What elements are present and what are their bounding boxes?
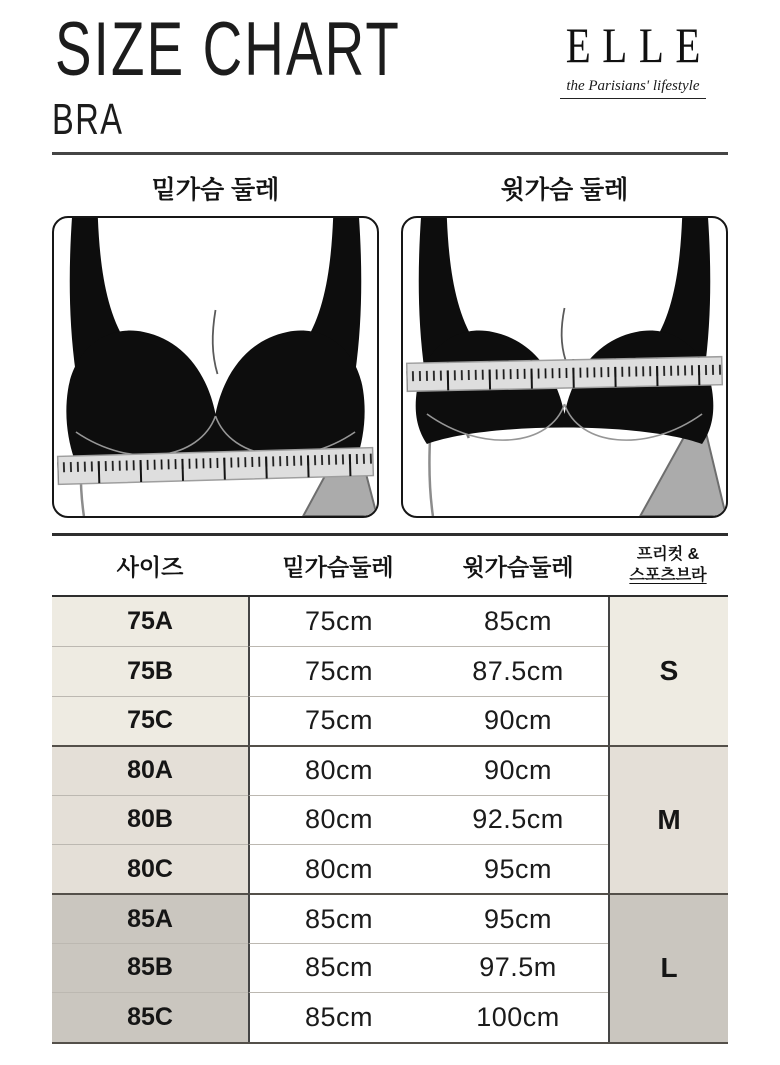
size-cell: 75C — [52, 696, 248, 745]
size-cell: 85A — [52, 893, 248, 942]
col-header-overbust: 윗가슴둘레 — [428, 536, 608, 597]
page-title: SIZE CHART — [55, 7, 401, 92]
col-header-size: 사이즈 — [52, 536, 248, 597]
overbust-cell: 90cm — [428, 696, 608, 745]
underbust-cell: 75cm — [248, 597, 428, 646]
measuring-tape — [407, 356, 723, 391]
overbust-cell: 95cm — [428, 844, 608, 893]
measurement-illustrations — [52, 174, 728, 518]
size-cell: 80A — [52, 745, 248, 794]
group-cell-s: S — [608, 597, 728, 745]
overbust-label: 윗가슴 둘레 — [500, 176, 629, 204]
underbust-label: 밑가슴 둘레 — [151, 176, 280, 204]
overbust-cell: 95cm — [428, 893, 608, 942]
underbust-cell: 85cm — [248, 893, 428, 942]
size-table — [52, 533, 728, 1044]
overbust-illustration-box — [401, 216, 728, 518]
underbust-cell: 75cm — [248, 696, 428, 745]
group-cell-l: L — [608, 893, 728, 1041]
size-cell: 85B — [52, 943, 248, 992]
col-header-underbust: 밑가슴둘레 — [248, 536, 428, 597]
underbust-illustration-block — [52, 174, 379, 518]
underbust-cell: 75cm — [248, 646, 428, 695]
group-cell-m: M — [608, 745, 728, 893]
underbust-illustration-box — [52, 216, 379, 518]
brand-wordmark: ELLE — [565, 17, 712, 73]
header-divider — [52, 152, 728, 155]
size-cell: 80C — [52, 844, 248, 893]
overbust-cell: 90cm — [428, 745, 608, 794]
size-cell: 75A — [52, 597, 248, 646]
underbust-cell: 80cm — [248, 795, 428, 844]
overbust-cell: 87.5cm — [428, 646, 608, 695]
underbust-cell: 85cm — [248, 943, 428, 992]
brand-tagline: the Parisians' lifestyle — [560, 76, 705, 99]
size-cell: 85C — [52, 992, 248, 1041]
overbust-cell: 100cm — [428, 992, 608, 1041]
overbust-measure-illustration — [403, 218, 726, 516]
category-title: BRA — [52, 95, 124, 144]
col-header-group-line2: 스포츠브라 — [629, 566, 707, 584]
size-cell: 80B — [52, 795, 248, 844]
underbust-cell: 80cm — [248, 844, 428, 893]
overbust-illustration-block — [401, 174, 728, 518]
col-header-group — [608, 536, 728, 597]
underbust-cell: 85cm — [248, 992, 428, 1041]
underbust-measure-illustration — [54, 218, 377, 516]
page-header — [55, 7, 731, 99]
overbust-cell: 92.5cm — [428, 795, 608, 844]
col-header-group-line1: 프리컷 & — [636, 545, 700, 563]
overbust-cell: 85cm — [428, 597, 608, 646]
size-cell: 75B — [52, 646, 248, 695]
overbust-cell: 97.5m — [428, 943, 608, 992]
elle-logo — [537, 17, 729, 99]
underbust-cell: 80cm — [248, 745, 428, 794]
